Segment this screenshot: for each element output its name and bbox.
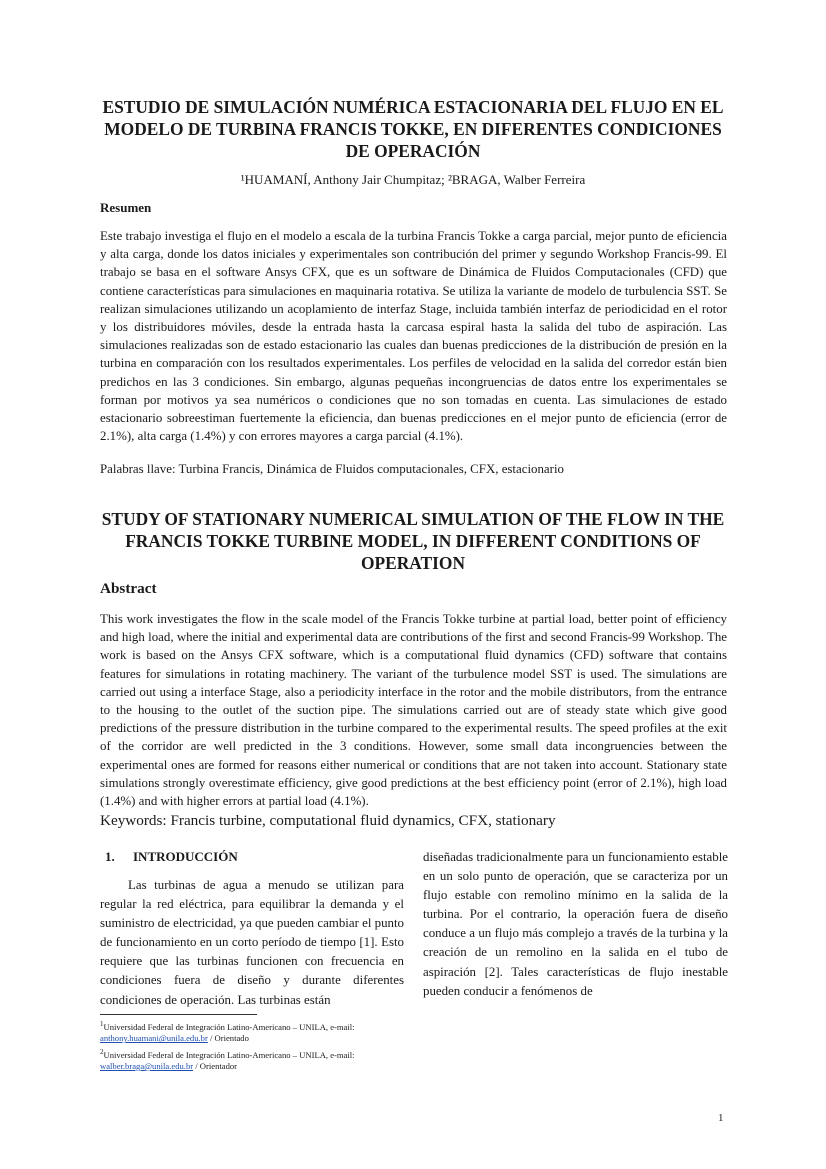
spanish-title: ESTUDIO DE SIMULACIÓN NUMÉRICA ESTACIONARIA DEL FLUJO EN EL MODELO DE TURBINA FRANCIS TOKKE, EN DIFERENTES CONDICIONES DE OPERACIÓN bbox=[102, 97, 724, 161]
resumen-text: Este trabajo investiga el flujo en el modelo a escala de la turbina Francis Tokke a carga parcial, mejor punto de eficiencia y alta carga, donde los datos iniciales y experimentales son contribución del primer y segundo Workshop Francis-99. El trabajo se basa en el software Ansys CFX, que es un software de Dinámica de Fluidos Computacionales (CFD) que contiene características para simulaciones en maquinaria rotativa. Se utiliza la variante de modelo de turbulencia SST. Se realizan simulaciones utilizando un acoplamiento de interfaz Stage, incluida también interfaz de periodicidad en el rotor y los distribuidores móviles, desde la entrada hasta la carcasa espiral hasta la salida del tubo de aspiración. Las simulaciones realizadas son de estado estacionario las cuales dan buenas predicciones de la distribución de presión en la turbina en comparación con los resultados experimentales. Los perfiles de velocidad en la salida del corredor están bien predichos en las 3 condiciones. Sin embargo, algunas pequeñas incongruencias de datos entre los experimentales se forman por motivos ya sea numéricos o condiciones que no son tomadas en cuenta. Las simulaciones de estado estacionario sobreestiman fuertemente la eficiencia, dan buenas predicciones en el mejor punto de eficiencia (error de 2.1%), alta carga (1.4%) y con errores mayores a carga parcial (4.1%). bbox=[100, 229, 727, 444]
footnote-role: / Orientador bbox=[193, 1060, 238, 1071]
footnotes bbox=[100, 1019, 430, 1074]
body-column-right bbox=[423, 848, 728, 1001]
footnote-affiliation: Universidad Federal de Integración Latino-Americano – UNILA, e-mail: bbox=[103, 1049, 355, 1060]
footnote-affiliation: Universidad Federal de Integración Latino-Americano – UNILA, e-mail: bbox=[103, 1021, 355, 1032]
section-number: 1. bbox=[105, 849, 115, 864]
abstract-text: This work investigates the flow in the scale model of the Francis Tokke turbine at partial load, better point of efficiency and high load, where the initial and experimental data are contributions of the first and second Francis-99 Workshop. The work is based on the Ansys CFX software, which is a computational fluid dynamics (CFD) software that contains features for simulations in rotating machinery. The variant of the turbulence model SST is used. The simulations are carried out using a interface Stage, also a periodicity interface in the rotor and the mobile distributors, from the entrance to the housing to the outlet of the suction pipe. The simulations carried out are of steady state which give good predictions of the pressure distribution in the turbine compared to the experimental results. The speed profiles at the exit of the corridor are well predicted in the 3 conditions. However, some small data incongruencies between the experimental ones are formed for reasons either numerical or conditions that are not taken into account. Stationary state simulations strongly overestimate efficiency, give good predictions at the best efficiency point (error of 2.1%), high load (1.4%) and with higher errors at partial load (4.1%). bbox=[100, 612, 727, 809]
section-title: INTRODUCCIÓN bbox=[133, 849, 238, 864]
keywords-line: Keywords: Francis turbine, computational fluid dynamics, CFX, stationary bbox=[100, 812, 556, 829]
footnote-divider bbox=[100, 1014, 257, 1015]
abstract-heading: Abstract bbox=[100, 580, 157, 597]
intro-paragraph-right: diseñadas tradicionalmente para un funcionamiento estable en un solo punto de operación, que se caracteriza por un flujo estable con remolino mínimo en la salida de la turbina. Por el contrario, la operación fuera de diseño conduce a un flujo más complejo a través de la turbina y la creación de un remolino en la salida en el tubo de aspiración [2]. Tales características de flujo inestable pueden conducir a fenómenos de bbox=[423, 850, 728, 998]
footnote-mark: 1 bbox=[100, 1020, 104, 1028]
footnote-1 bbox=[100, 1019, 430, 1045]
section-heading bbox=[100, 848, 404, 866]
resumen-heading: Resumen bbox=[100, 200, 152, 215]
body-column-left bbox=[100, 848, 404, 1010]
footnote-2 bbox=[100, 1047, 430, 1073]
author-email-link[interactable]: walber.braga@unila.edu.br bbox=[100, 1060, 194, 1071]
intro-paragraph-left: Las turbinas de agua a menudo se utilizan para regular la red eléctrica, para equilibrar la demanda y el suministro de electricidad, ya que pueden cambiar el punto de funcionamiento en un corto período de tiempo [1]. Esto requiere que las turbinas funcionen con frecuencia en condiciones fuera de diseño y durante diferentes condiciones de operación. Las turbinas están bbox=[100, 878, 404, 1007]
footnote-role: / Orientado bbox=[207, 1033, 249, 1044]
page-number: 1 bbox=[718, 1112, 724, 1124]
authors-line: ¹HUAMANÍ, Anthony Jair Chumpitaz; ²BRAGA, Walber Ferreira bbox=[240, 172, 586, 187]
english-title: STUDY OF STATIONARY NUMERICAL SIMULATION OF THE FLOW IN THE FRANCIS TOKKE TURBINE MODEL, IN DIFFERENT CONDITIONS OF OPERATION bbox=[101, 509, 725, 573]
author-email-link[interactable]: anthony.huamani@unila.edu.br bbox=[100, 1033, 208, 1044]
footnote-mark: 2 bbox=[100, 1047, 104, 1056]
palabras-llave: Palabras llave: Turbina Francis, Dinámica de Fluidos computacionales, CFX, estacionario bbox=[100, 462, 564, 476]
